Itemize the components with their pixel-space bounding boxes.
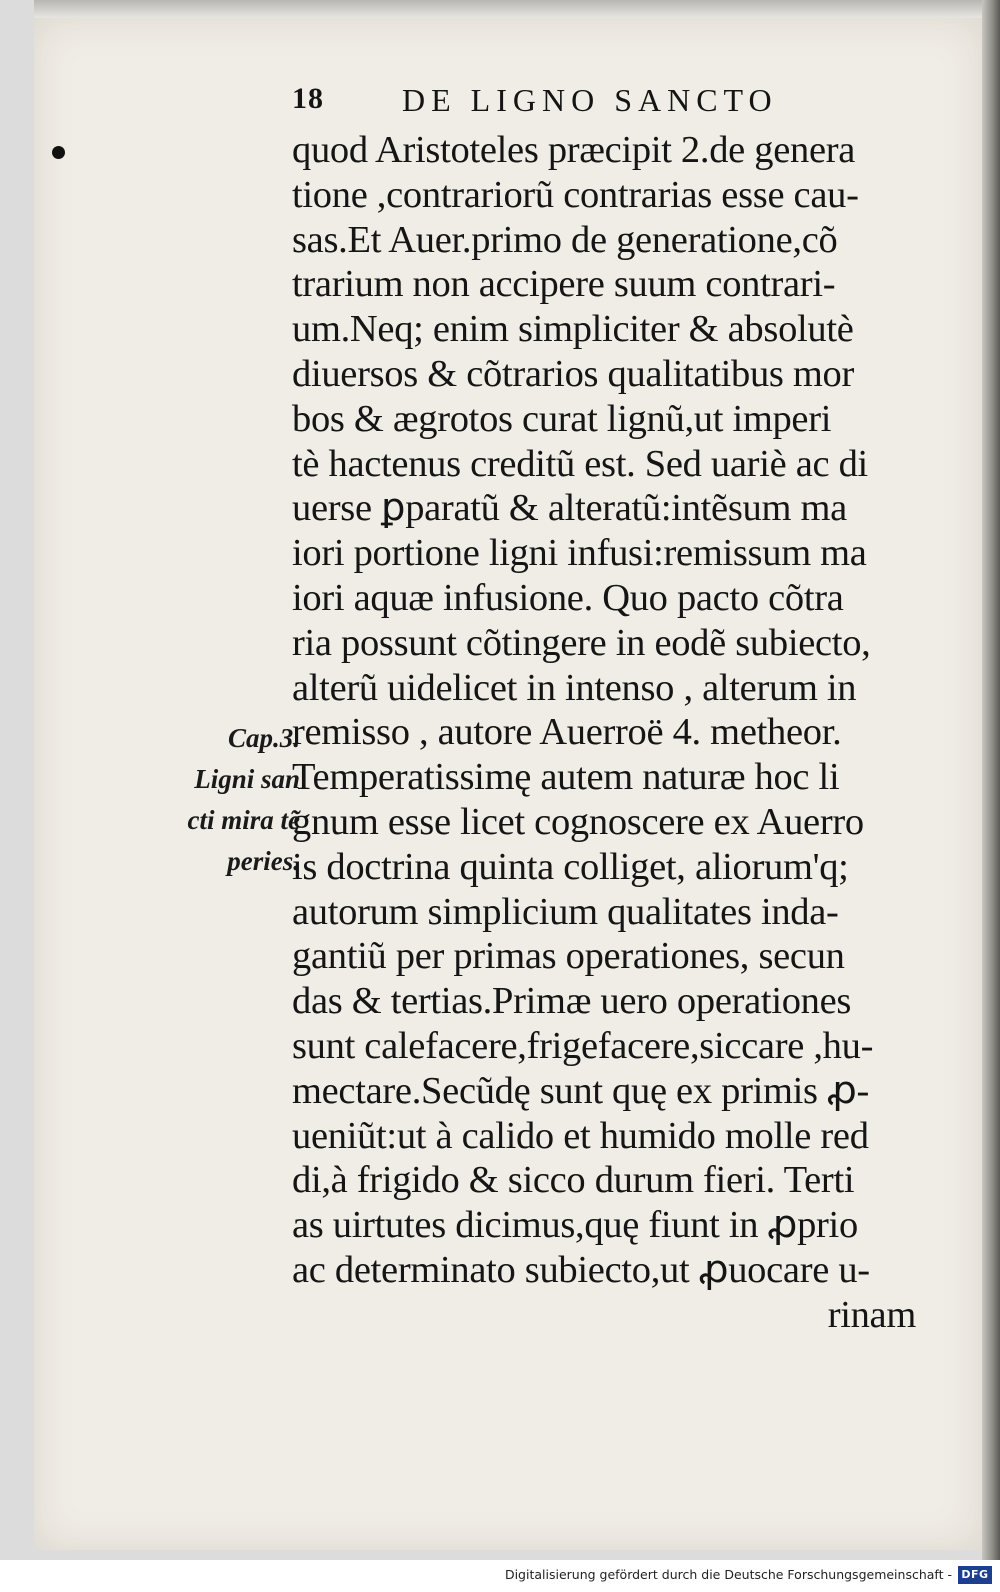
text-line: ueniũt:ut à calido et humido molle red [292, 1114, 869, 1157]
text-line: iori portione ligni infusi:remissum ma [292, 532, 867, 575]
text-line: um.Neq; enim simpliciter & absolutè [292, 308, 854, 351]
text-line: ria possunt cõtingere in eodẽ subiecto, [292, 621, 871, 664]
text-line: das & tertias.Primæ uero operationes [292, 980, 852, 1023]
text-line: uerse ꝑparatũ & alteratũ:intẽsum ma [292, 487, 847, 530]
text-line: gantiũ per primas operationes, secun [292, 935, 845, 978]
margin-note-line: cti mira tẽ [187, 805, 300, 835]
text-line: tione ,contrariorũ contrarias esse cau- [292, 173, 859, 216]
text-line: di,à frigido & sicco durum fieri. Terti [292, 1159, 855, 1202]
page-number: 18 [292, 82, 324, 115]
text-line: remisso , autore Auerroë 4. metheor. [292, 711, 842, 754]
text-line: as uirtutes dicimus,quę fiunt in ꝓprio [292, 1204, 858, 1247]
margin-note [160, 718, 300, 882]
text-line: tè hactenus creditũ est. Sed uariè ac di [292, 442, 868, 485]
margin-note-line: peries. [227, 846, 300, 876]
text-line: autorum simplicium qualitates inda- [292, 890, 839, 933]
text-line: quod Aristoteles præcipit 2.de genera [292, 129, 856, 171]
running-title: DE LIGNO SANCTO [402, 82, 778, 118]
text-line: bos & ægrotos curat lignũ,ut imperi [292, 397, 832, 440]
text-line: is doctrina quinta colliget, aliorum'q; [292, 845, 849, 888]
text-line: iori aquæ infusione. Quo pacto cõtra [292, 576, 844, 619]
scan-top-shadow [34, 0, 1000, 18]
footer-credit: Digitalisierung gefördert durch die Deutsche Forschungsgemeinschaft - [504, 1567, 952, 1582]
text-line: sas.Et Auer.primo de generatione,cõ [292, 218, 838, 261]
page-header [292, 82, 912, 126]
dfg-logo: DFG [958, 1566, 992, 1584]
text-line: sunt calefacere,frigefacere,siccare ,hu- [292, 1024, 874, 1067]
text-line: diuersos & cõtrarios qualitatibus mor [292, 352, 855, 395]
scan-right-edge [982, 0, 1000, 1560]
margin-note-line: Cap.3. [227, 723, 300, 753]
text-line: gnum esse licet cognoscere ex Auerro [292, 800, 864, 843]
body-text [292, 128, 916, 1338]
text-line: Temperatissimę autem naturæ hoc li [292, 756, 840, 799]
margin-bullet-mark [52, 146, 65, 159]
text-line: alterũ uidelicet in intenso , alterum in [292, 666, 857, 709]
text-line: mectare.Secũdę sunt quę ex primis ꝓ- [292, 1069, 870, 1112]
text-line: trarium non accipere suum contrari- [292, 263, 836, 306]
digitization-footer [0, 1560, 1000, 1592]
margin-note-line: Ligni san [194, 764, 300, 794]
catchword: rinam [827, 1293, 916, 1336]
text-line: ac determinato subiecto,ut ꝓuocare u- [292, 1248, 870, 1291]
